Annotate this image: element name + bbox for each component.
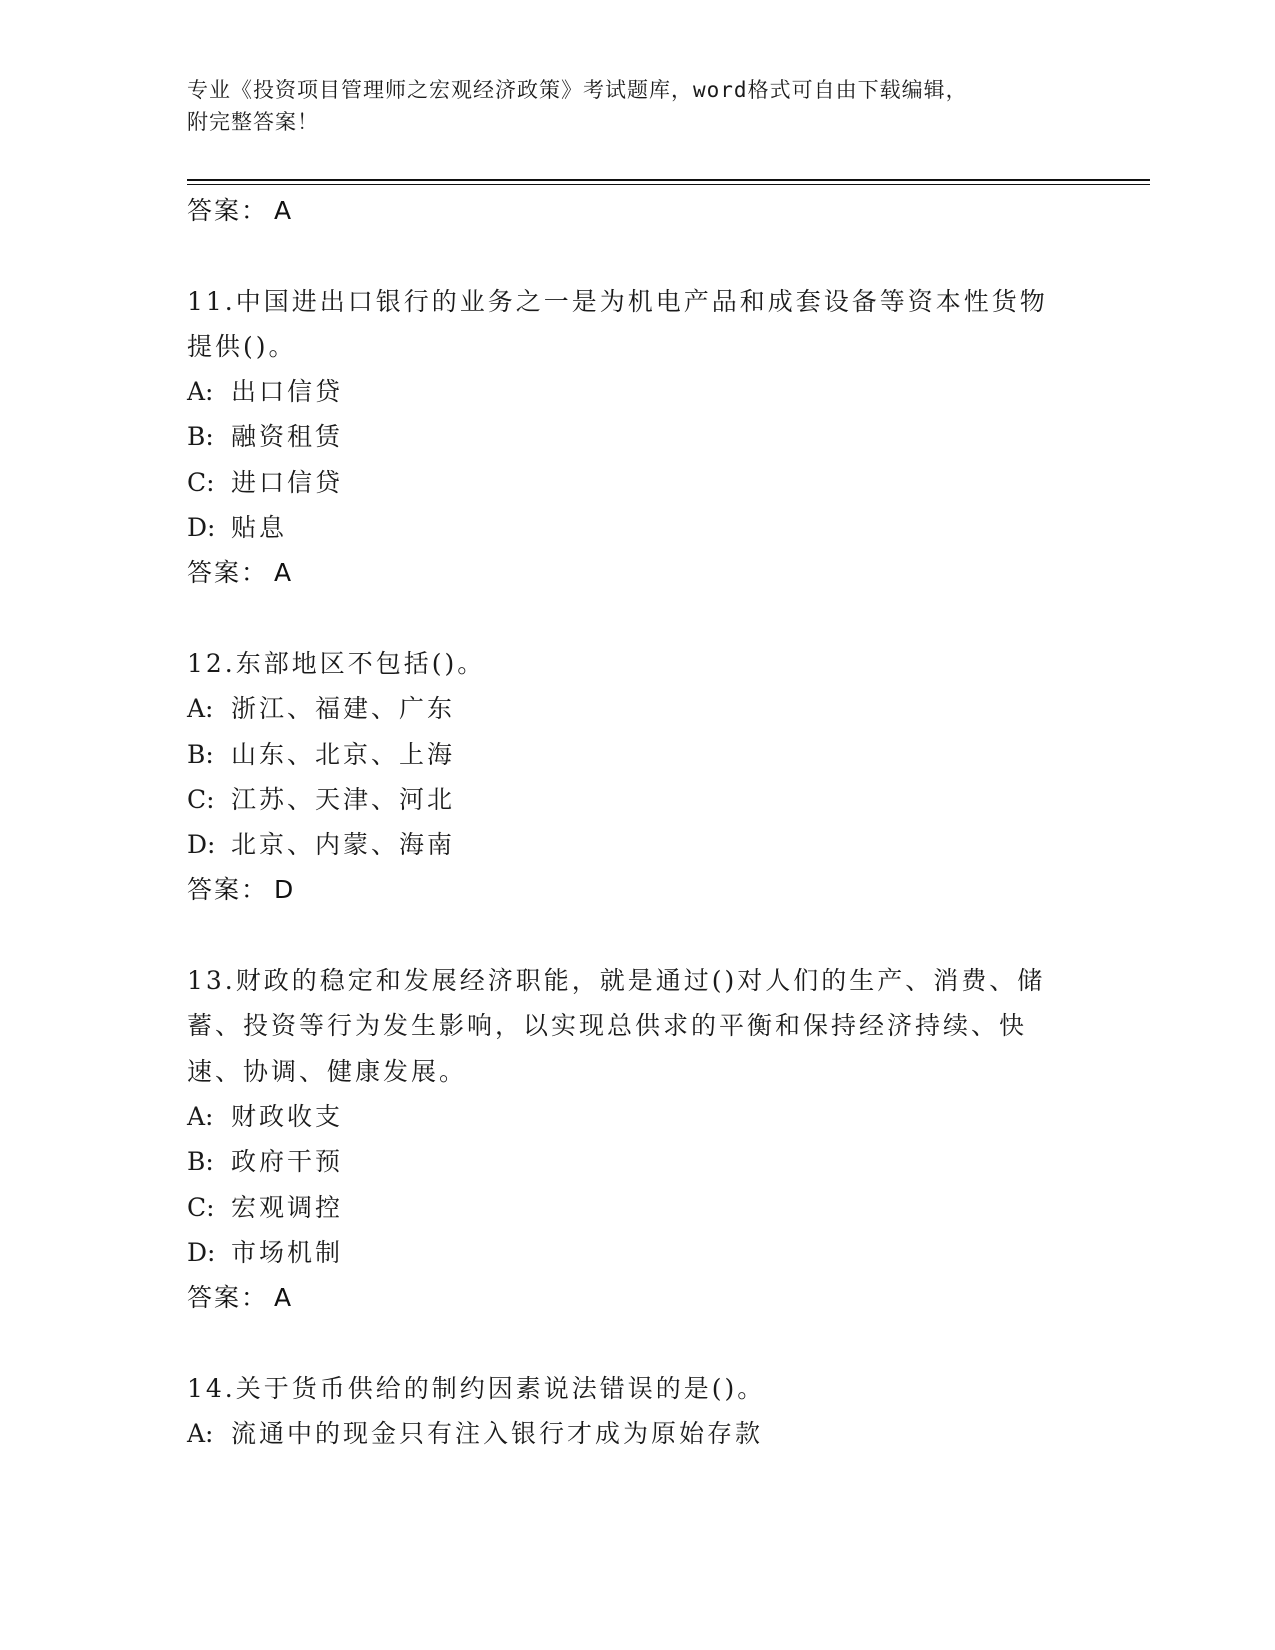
option-key: A:	[187, 377, 214, 407]
question-block	[187, 958, 1087, 1320]
option-text: 江苏、天津、河北	[231, 784, 456, 814]
option-key: B:	[187, 1147, 214, 1177]
question-stem-line: 速、协调、健康发展。	[187, 1056, 468, 1086]
option-text: 流通中的现金只有注入银行才成为原始存款	[231, 1419, 764, 1449]
option-key: B:	[187, 739, 214, 769]
option-key: B:	[187, 422, 214, 452]
option-text: 山东、北京、上海	[231, 739, 456, 769]
answer-label: 答案：	[187, 875, 269, 905]
header-line-2: 附完整答案！	[187, 110, 319, 134]
option-a	[187, 686, 1087, 731]
spacer	[187, 233, 1087, 278]
option-text: 宏观调控	[231, 1192, 344, 1222]
option-d	[187, 822, 1087, 867]
question-stem-line: 提供()。	[187, 331, 297, 361]
option-c	[187, 777, 1087, 822]
option-key: D:	[187, 513, 216, 543]
option-d	[187, 1230, 1087, 1275]
question-block	[187, 1366, 1087, 1457]
option-a	[187, 1411, 1087, 1456]
question-stem-line: 14.关于货币供给的制约因素说法错误的是()。	[187, 1373, 766, 1403]
spacer	[187, 913, 1087, 958]
option-key: C:	[187, 784, 215, 814]
option-key: C:	[187, 1192, 215, 1222]
option-key: A:	[187, 694, 214, 724]
answer-line	[187, 867, 1087, 912]
option-text: 融资租赁	[231, 422, 344, 452]
spacer	[187, 1320, 1087, 1365]
option-text: 进口信贷	[231, 467, 344, 497]
option-b	[187, 414, 1087, 459]
option-text: 政府干预	[231, 1147, 344, 1177]
option-text: 贴息	[231, 513, 288, 543]
question-stem-line: 12.东部地区不包括()。	[187, 648, 486, 678]
answer-value: A	[274, 196, 294, 225]
spacer	[187, 596, 1087, 641]
option-key: A:	[187, 1101, 214, 1131]
question-block	[187, 279, 1087, 596]
option-key: A:	[187, 1419, 214, 1449]
option-a	[187, 1094, 1087, 1139]
answer-label: 答案：	[187, 1283, 269, 1313]
option-text: 财政收支	[231, 1101, 344, 1131]
header-line-1: 专业《投资项目管理师之宏观经济政策》考试题库，word格式可自由下载编辑，	[187, 78, 968, 102]
answer-value: D	[274, 875, 296, 905]
option-text: 市场机制	[231, 1237, 344, 1267]
answer-label: 答案：	[187, 558, 269, 588]
answer-line	[187, 1275, 1087, 1320]
question-list	[187, 188, 1087, 1456]
option-key: D:	[187, 1237, 216, 1267]
document-header	[187, 74, 1067, 138]
header-divider-thick	[187, 179, 1150, 181]
option-b	[187, 732, 1087, 777]
answer-value: A	[274, 1283, 294, 1313]
option-d	[187, 505, 1087, 550]
question-stem-line: 11.中国进出口银行的业务之一是为机电产品和成套设备等资本性货物	[187, 286, 1048, 316]
answer-value: A	[274, 558, 294, 588]
option-b	[187, 1139, 1087, 1184]
option-c	[187, 460, 1087, 505]
question-stem-line: 13.财政的稳定和发展经济职能，就是通过()对人们的生产、消费、储	[187, 966, 1046, 996]
option-a	[187, 369, 1087, 414]
header-divider-thin	[187, 184, 1150, 185]
option-text: 出口信贷	[231, 377, 344, 407]
option-key: D:	[187, 830, 216, 860]
option-text: 浙江、福建、广东	[231, 694, 456, 724]
option-text: 北京、内蒙、海南	[231, 830, 456, 860]
question-block	[187, 641, 1087, 913]
question-stem-line: 蓄、投资等行为发生影响，以实现总供求的平衡和保持经济持续、快	[187, 1011, 1028, 1041]
option-c	[187, 1185, 1087, 1230]
answer-line	[187, 550, 1087, 595]
answer-line	[187, 188, 1087, 233]
answer-label: 答案：	[187, 196, 269, 225]
option-key: C:	[187, 467, 215, 497]
